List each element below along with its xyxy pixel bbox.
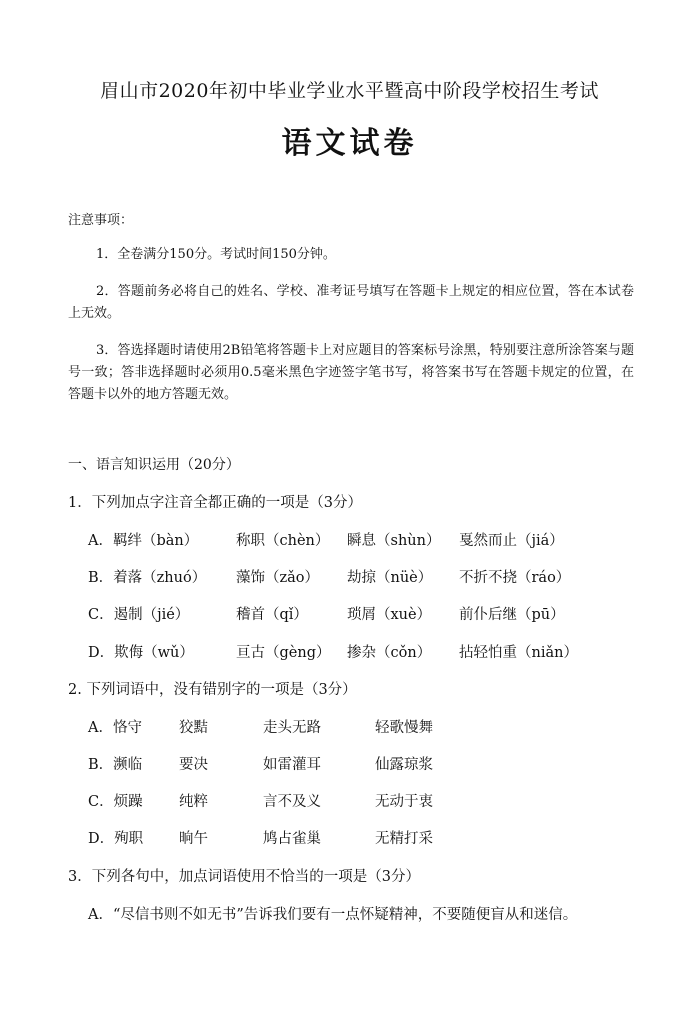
option-cell: 晌午	[179, 831, 208, 847]
option-cell: 瞬息（shùn）	[347, 533, 441, 549]
option-cell: 走头无路	[263, 720, 321, 736]
option-cell: 亘古（gèng）	[236, 645, 331, 661]
option-cell: D．欺侮（wǔ）	[88, 645, 194, 661]
option-cell: 无精打采	[375, 831, 433, 847]
option-cell: 称职（chèn）	[236, 533, 330, 549]
option-cell: 藻饰（zǎo）	[236, 570, 320, 586]
option-cell: B．着落（zhuó）	[88, 570, 207, 586]
option-cell: A．恪守	[88, 720, 142, 736]
option-cell: 狡黠	[179, 720, 208, 736]
option-cell: 不折不挠（ráo）	[459, 570, 571, 586]
option-cell: 要决	[179, 757, 208, 773]
option-cell: A．羁绊（bàn）	[88, 533, 199, 549]
option-cell: 轻歌慢舞	[375, 720, 433, 736]
notes-heading: 注意事项：	[68, 213, 134, 228]
option-cell: 拈轻怕重（niǎn）	[459, 645, 578, 661]
option-cell: 戛然而止（jiá）	[459, 533, 564, 549]
option-cell: D．殉职	[88, 831, 144, 847]
option-cell: 仙露琼浆	[375, 757, 433, 773]
option-cell: 前仆后继（pū）	[459, 607, 565, 623]
option-cell: 掺杂（cǒn）	[347, 645, 432, 661]
option-cell: 劫掠（nüè）	[347, 570, 433, 586]
note-item: 2．答题前务必将自己的姓名、学校、准考证号填写在答题卡上规定的相应位置，答在本试卷上无效。	[68, 284, 634, 321]
option-cell: 言不及义	[263, 794, 321, 810]
option-cell: C．遏制（jié）	[88, 607, 190, 623]
question-3-option-a: A．“尽信书则不如无书”告诉我们要有一点怀疑精神，不要随便盲从和迷信。	[88, 907, 578, 923]
question-2-stem: 2. 下列词语中，没有错别字的一项是（3分）	[68, 682, 357, 698]
option-cell: 如雷灌耳	[263, 757, 321, 773]
option-cell: 纯粹	[179, 794, 208, 810]
option-cell: 稽首（qǐ）	[236, 607, 308, 623]
option-cell: 鸠占雀巢	[263, 831, 321, 847]
note-item: 1．全卷满分150分。考试时间150分钟。	[96, 247, 336, 262]
option-cell: 无动于衷	[375, 794, 433, 810]
question-1-stem: 1．下列加点字注音全都正确的一项是（3分）	[68, 495, 362, 511]
note-item: 3．答选择题时请使用2B铅笔将答题卡上对应题目的答案标号涂黑，特别要注意所涂答案与题号一致；答非选择题时必须用0.5毫米黑色字迹签字笔书写，将答案书写在答题卡规定的位置，在答题卡以外的地方答题无效。	[68, 343, 634, 402]
exam-header-title: 眉山市2020年初中毕业学业水平暨高中阶段学校招生考试	[100, 80, 599, 102]
option-cell: C．烦躁	[88, 794, 143, 810]
section-heading: 一、语言知识运用（20分）	[68, 457, 240, 473]
exam-subject-title: 语文试卷	[281, 126, 418, 161]
question-3-stem: 3．下列各句中，加点词语使用不恰当的一项是（3分）	[68, 869, 420, 885]
option-cell: 琐屑（xuè）	[347, 607, 432, 623]
option-cell: B．濒临	[88, 757, 143, 773]
